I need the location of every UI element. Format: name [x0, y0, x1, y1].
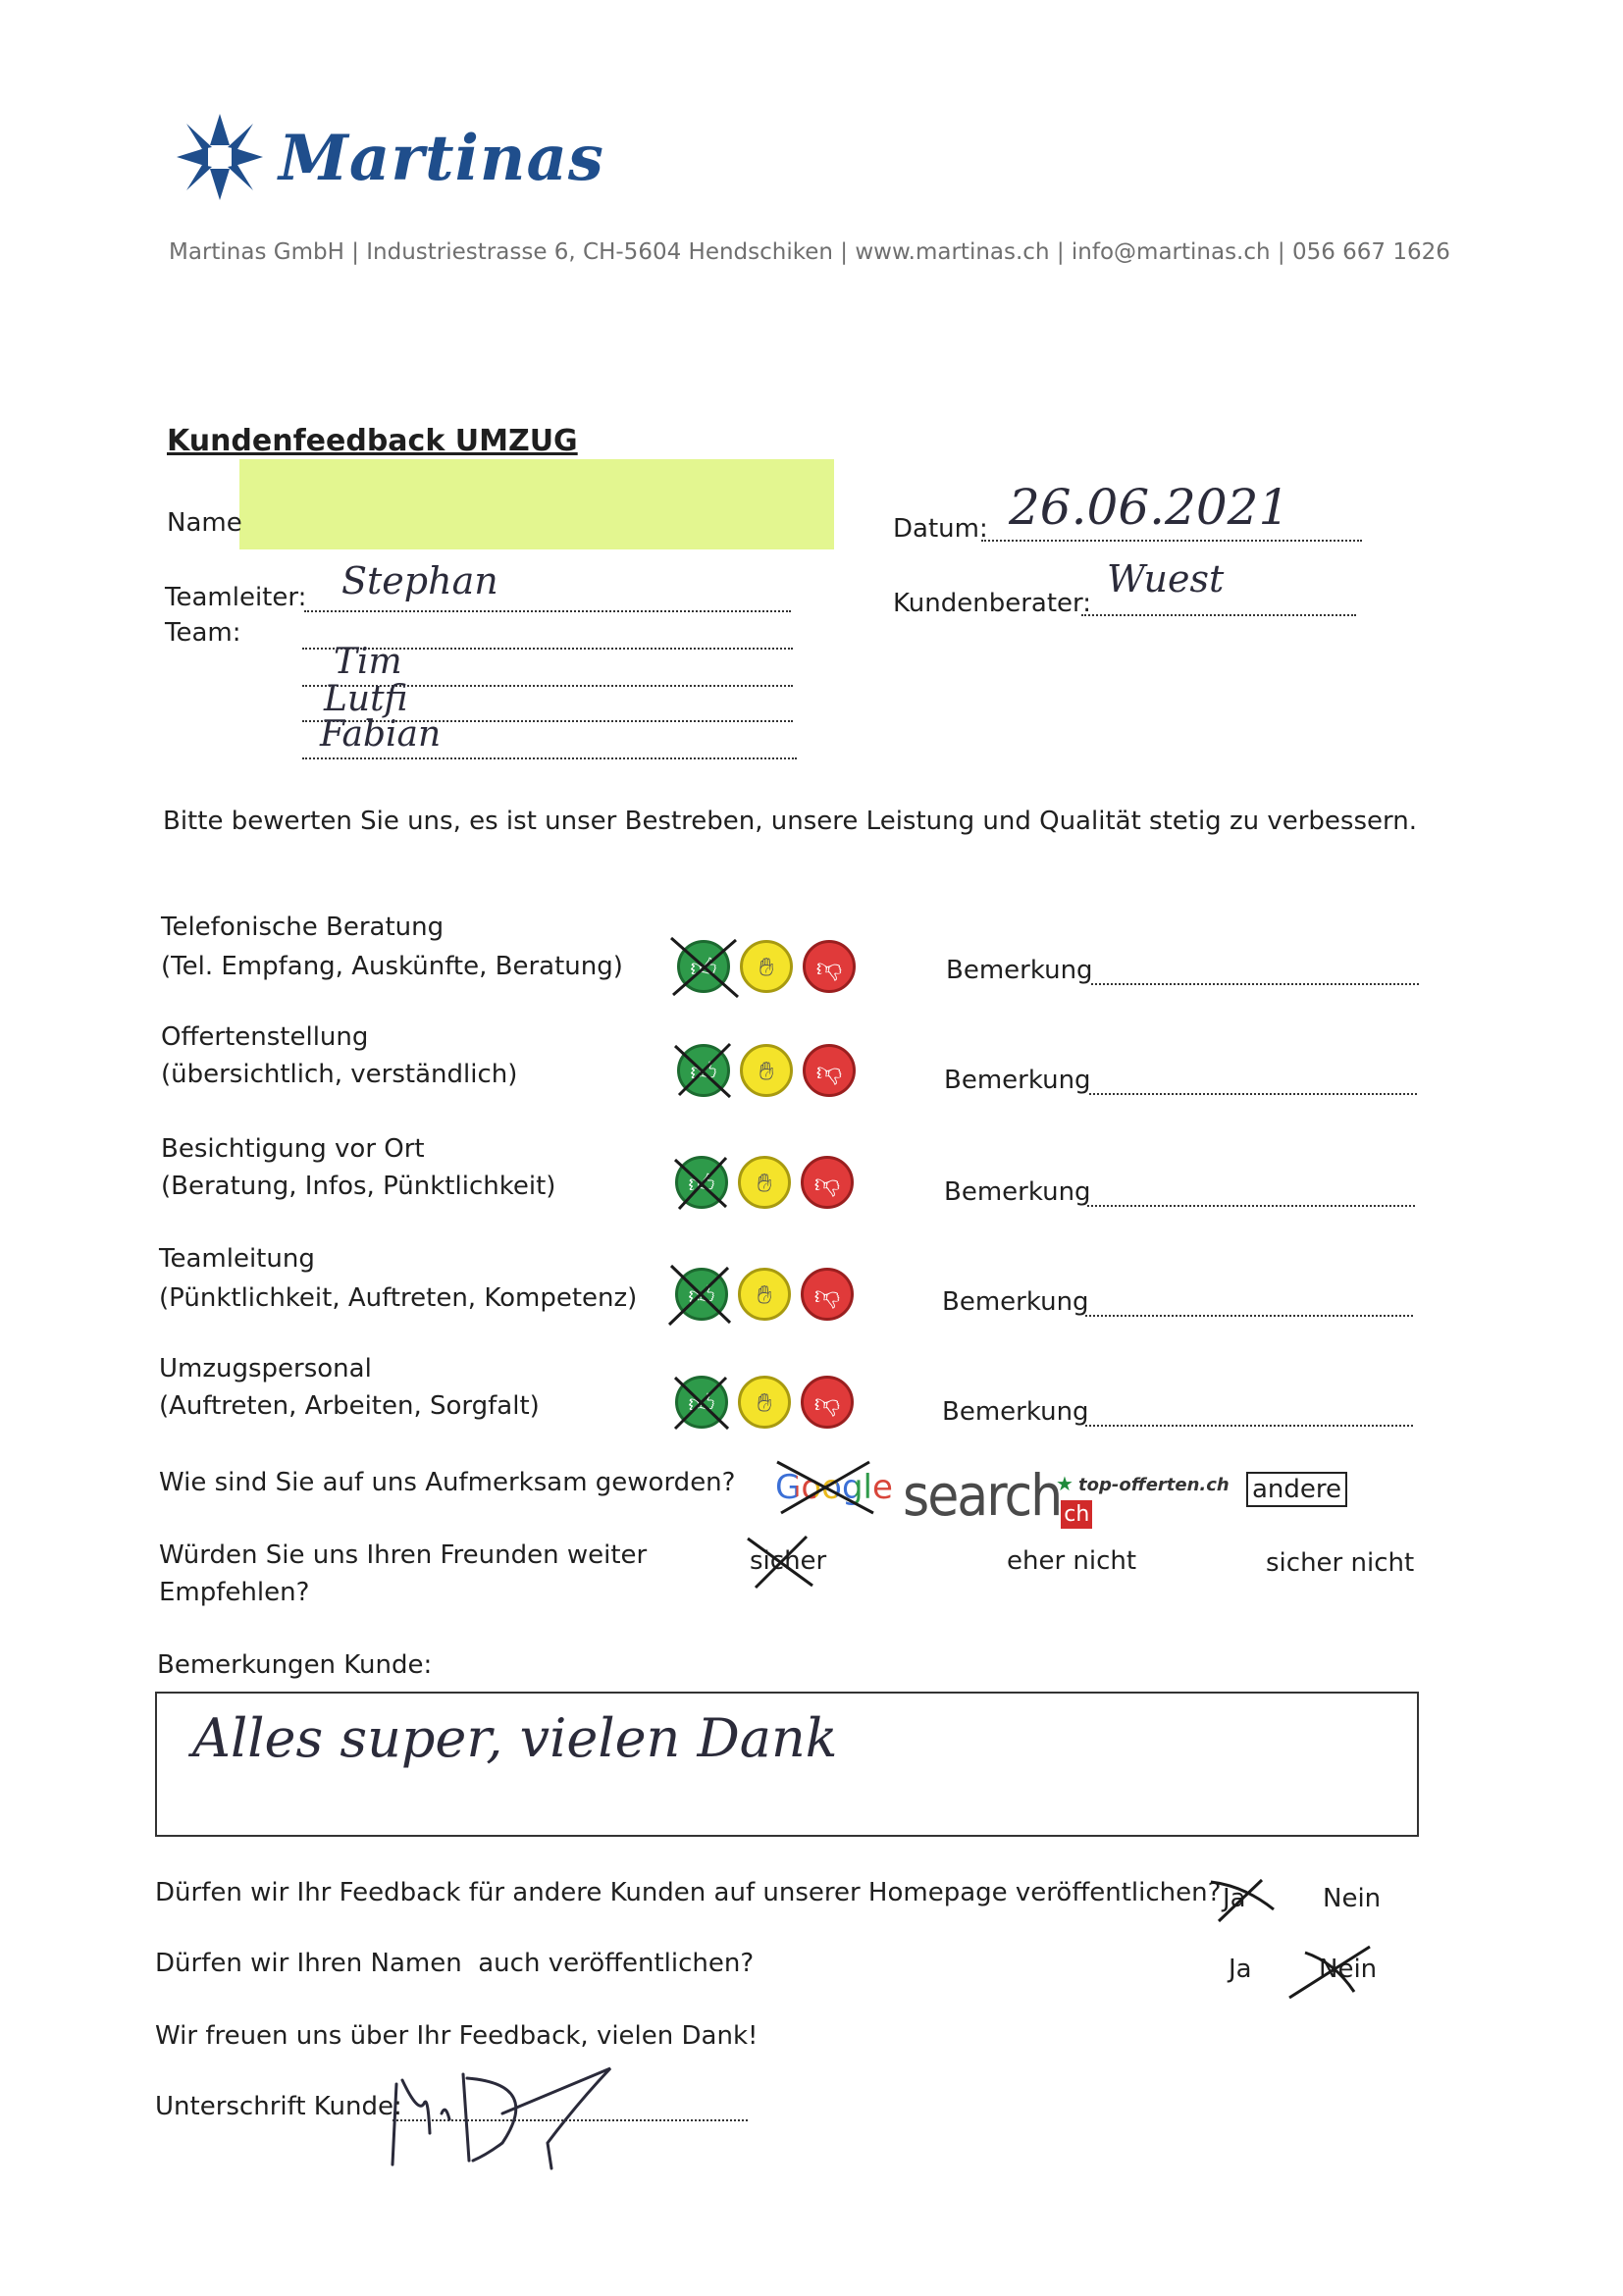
selection-cross-icon: [665, 1370, 740, 1436]
rating-icons-3[interactable]: [675, 1156, 862, 1211]
rating-title-2: Offertenstellung: [161, 1022, 369, 1052]
form-title: Kundenfeedback UMZUG: [167, 424, 578, 458]
source-option-google[interactable]: [775, 1468, 893, 1507]
recommend-question-line1: Würden Sie uns Ihren Freunden weiter: [159, 1540, 648, 1570]
thumbs-sideways-icon[interactable]: ✋︎: [738, 1376, 791, 1429]
company-address: Martinas GmbH | Industriestrasse 6, CH-5604 Hendschiken | www.martinas.ch | info@martinas.ch | 056 667 1626: [169, 239, 1450, 265]
google-logo-text: Google: [775, 1468, 893, 1507]
selection-cross-icon: [1209, 1876, 1278, 1925]
remark-line-1[interactable]: [1091, 983, 1419, 985]
thumbs-up-icon[interactable]: 👍︎: [677, 940, 730, 993]
signature-label: Unterschrift Kunde:: [155, 2092, 402, 2121]
company-logo: [173, 110, 267, 204]
redaction-highlight: [239, 459, 834, 549]
remark-line-4[interactable]: [1085, 1315, 1413, 1317]
selection-cross-icon: [665, 1150, 740, 1217]
rating-icons-2[interactable]: [677, 1044, 864, 1099]
kundenberater-value[interactable]: Wuest: [1107, 557, 1225, 600]
remark-line-3[interactable]: [1087, 1205, 1415, 1207]
customer-remarks-label: Bemerkungen Kunde:: [157, 1650, 433, 1680]
publish-name-no-label: Nein: [1319, 1955, 1378, 1984]
teamleiter-line: [304, 610, 791, 612]
rating-subtitle-2: (übersichtlich, verständlich): [161, 1060, 518, 1089]
team-label: Team:: [165, 618, 241, 648]
publish-name-no[interactable]: [1319, 1955, 1377, 1984]
kundenberater-line: [1081, 614, 1356, 616]
customer-signature: [385, 2045, 650, 2172]
rating-subtitle-5: (Auftreten, Arbeiten, Sorgfalt): [159, 1391, 540, 1421]
thumbs-up-icon[interactable]: 👍︎: [675, 1268, 728, 1321]
team-member-3[interactable]: Fabian: [320, 714, 442, 755]
thumbs-up-icon[interactable]: 👍︎: [675, 1156, 728, 1209]
recommend-question-line2: Empfehlen?: [159, 1578, 310, 1607]
rating-title-5: Umzugspersonal: [159, 1354, 372, 1383]
rating-subtitle-3: (Beratung, Infos, Pünktlichkeit): [161, 1172, 556, 1201]
remark-label-4: Bemerkung: [942, 1287, 1089, 1317]
thumbs-up-icon[interactable]: 👍︎: [675, 1376, 728, 1429]
rating-title-1: Telefonische Beratung: [161, 913, 445, 942]
source-question: Wie sind Sie auf uns Aufmerksam geworden?: [159, 1468, 736, 1497]
remark-line-5[interactable]: [1085, 1425, 1413, 1427]
team-line-4: [302, 757, 797, 759]
top-offerten-logo-text: top-offerten.ch: [1078, 1475, 1230, 1495]
customer-remarks-box[interactable]: [155, 1692, 1419, 1837]
thumbs-up-icon[interactable]: 👍︎: [677, 1044, 730, 1097]
recommend-option-sicher-label: sicher: [750, 1546, 827, 1576]
selection-cross-icon: [1285, 1943, 1374, 2002]
publish-feedback-question: Dürfen wir Ihr Feedback für andere Kunden auf unserer Homepage veröffentlichen?: [155, 1878, 1222, 1907]
publish-feedback-no[interactable]: Nein: [1323, 1884, 1382, 1913]
search-logo-text: search: [903, 1462, 1062, 1529]
rating-icons-5[interactable]: [675, 1376, 862, 1431]
name-label: Name: [167, 508, 242, 538]
team-member-1[interactable]: Tim: [334, 642, 402, 682]
rating-title-4: Teamleitung: [159, 1244, 315, 1274]
thumbs-down-icon[interactable]: 👎︎: [803, 1044, 856, 1097]
star-icon: ★: [1056, 1472, 1073, 1495]
brand-name: Martinas: [279, 122, 604, 195]
source-option-andere[interactable]: andere: [1246, 1472, 1347, 1507]
publish-feedback-yes[interactable]: [1223, 1884, 1246, 1913]
publish-name-yes[interactable]: Ja: [1229, 1955, 1252, 1984]
selection-cross-icon: [667, 934, 742, 1001]
datum-line: [981, 540, 1362, 542]
thumbs-sideways-icon[interactable]: ✋︎: [738, 1268, 791, 1321]
selection-cross-icon: [771, 1458, 879, 1517]
teamleiter-label: Teamleiter:: [165, 583, 307, 612]
source-option-top-offerten[interactable]: [1056, 1472, 1230, 1495]
thumbs-down-icon[interactable]: 👎︎: [801, 1268, 854, 1321]
thumbs-down-icon[interactable]: 👎︎: [801, 1376, 854, 1429]
rating-icons-4[interactable]: [675, 1268, 862, 1323]
rating-subtitle-4: (Pünktlichkeit, Auftreten, Kompetenz): [159, 1283, 638, 1313]
teamleiter-value[interactable]: Stephan: [341, 559, 498, 602]
thumbs-sideways-icon[interactable]: ✋︎: [740, 1044, 793, 1097]
team-member-2[interactable]: Lutfi: [324, 679, 408, 719]
thumbs-down-icon[interactable]: 👎︎: [803, 940, 856, 993]
selection-cross-icon: [665, 1262, 740, 1329]
search-ch-badge: ch: [1061, 1500, 1092, 1529]
thanks-text: Wir freuen uns über Ihr Feedback, vielen Dank!: [155, 2021, 759, 2051]
publish-feedback-yes-label: Ja: [1223, 1884, 1246, 1913]
rating-icons-1[interactable]: [677, 940, 864, 995]
thumbs-sideways-icon[interactable]: ✋︎: [738, 1156, 791, 1209]
remark-label-5: Bemerkung: [942, 1397, 1089, 1427]
remark-line-2[interactable]: [1089, 1093, 1417, 1095]
kundenberater-label: Kundenberater:: [893, 589, 1091, 618]
recommend-option-eher-nicht[interactable]: eher nicht: [1007, 1546, 1137, 1576]
thumbs-down-icon[interactable]: 👎︎: [801, 1156, 854, 1209]
rating-title-3: Besichtigung vor Ort: [161, 1134, 425, 1164]
recommend-option-sicher[interactable]: [750, 1546, 826, 1576]
datum-value[interactable]: 26.06.2021: [1009, 479, 1290, 536]
publish-name-question: Dürfen wir Ihren Namen auch veröffentlichen?: [155, 1949, 755, 1978]
thumbs-sideways-icon[interactable]: ✋︎: [740, 940, 793, 993]
customer-remarks-value: Alles super, vielen Dank: [192, 1707, 838, 1769]
datum-label: Datum:: [893, 514, 988, 544]
remark-label-1: Bemerkung: [946, 956, 1093, 985]
rating-subtitle-1: (Tel. Empfang, Auskünfte, Beratung): [161, 952, 623, 981]
recommend-option-sicher-nicht[interactable]: sicher nicht: [1266, 1548, 1415, 1578]
intro-text: Bitte bewerten Sie uns, es ist unser Bestreben, unsere Leistung und Qualität stetig zu verbessern.: [163, 807, 1417, 836]
selection-cross-icon: [744, 1533, 822, 1592]
remark-label-3: Bemerkung: [944, 1177, 1091, 1207]
remark-label-2: Bemerkung: [944, 1066, 1091, 1095]
selection-cross-icon: [667, 1038, 742, 1105]
